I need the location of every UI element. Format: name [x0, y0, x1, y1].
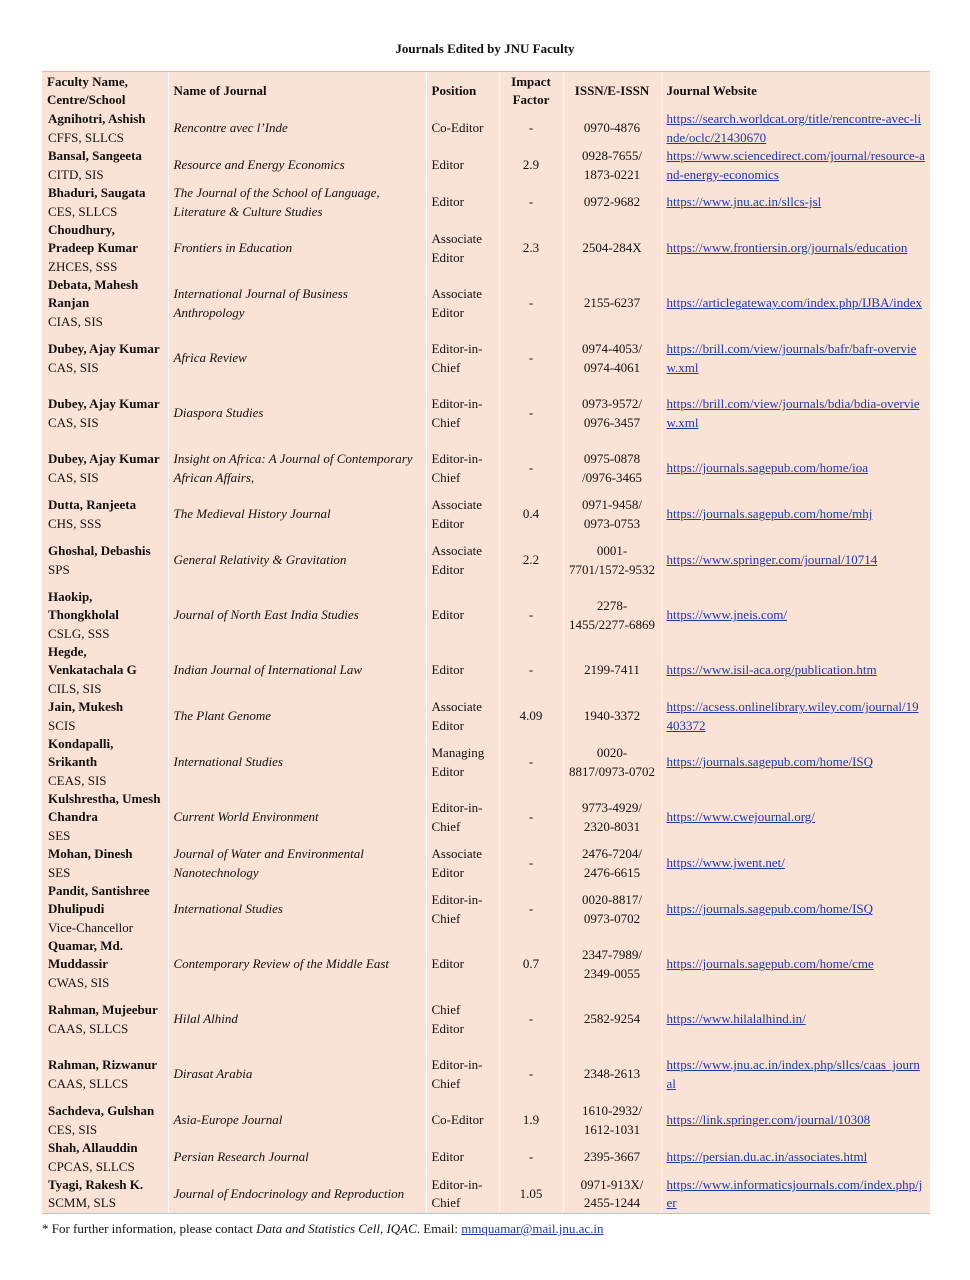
- faculty-cell: [42, 643, 168, 698]
- faculty-cell: [42, 1139, 168, 1176]
- journal-name: The Medieval History Journal: [168, 496, 426, 533]
- footnote-email-link[interactable]: mmquamar@mail.jnu.ac.in: [461, 1221, 604, 1236]
- journal-name: Africa Review: [168, 331, 426, 386]
- table-row: [42, 221, 930, 276]
- table-row: [42, 1176, 930, 1213]
- journal-name: Current World Environment: [168, 790, 426, 845]
- website-cell: [661, 992, 930, 1047]
- website-cell: [661, 1047, 930, 1102]
- faculty-cell: [42, 386, 168, 441]
- document-title: Journals Edited by JNU Faculty: [395, 41, 575, 56]
- impact-factor: 2.9: [499, 147, 563, 184]
- journal-website-link[interactable]: https://journals.sagepub.com/home/ISQ: [666, 901, 874, 917]
- journal-name: International Journal of Business Anthropology: [168, 276, 426, 331]
- position: Editor-in-Chief: [426, 331, 499, 386]
- footnote-cell: Data and Statistics Cell, IQAC: [256, 1221, 417, 1236]
- website-cell: [661, 588, 930, 643]
- journal-name: Journal of Endocrinology and Reproduction: [168, 1176, 426, 1213]
- faculty-name: Quamar, Md. Muddassir: [48, 938, 123, 972]
- faculty-name: Debata, Mahesh Ranjan: [48, 277, 139, 311]
- faculty-cell: [42, 1102, 168, 1139]
- website-cell: [661, 147, 930, 184]
- table-row: [42, 331, 930, 386]
- faculty-centre: CAS, SIS: [48, 414, 99, 430]
- position: Editor: [426, 184, 499, 221]
- faculty-name: Pandit, Santishree Dhulipudi: [48, 883, 150, 917]
- faculty-cell: [42, 184, 168, 221]
- faculty-centre: SES: [48, 864, 71, 880]
- website-cell: [661, 441, 930, 496]
- journals-table: [42, 71, 930, 1214]
- journal-website-link[interactable]: https://www.informaticsjournals.com/index.php/jer: [666, 1177, 923, 1211]
- table-row: [42, 184, 930, 221]
- faculty-name: Rahman, Rizwanur: [48, 1057, 158, 1073]
- website-cell: [661, 790, 930, 845]
- faculty-cell: [42, 147, 168, 184]
- table-row: [42, 147, 930, 184]
- journal-website-link[interactable]: https://brill.com/view/journals/bdia/bdia-overview.xml: [666, 396, 920, 430]
- faculty-centre: ZHCES, SSS: [48, 258, 118, 274]
- journal-website-link[interactable]: https://www.hilalalhind.in/: [666, 1011, 806, 1027]
- issn: 9773-4929/ 2320-8031: [563, 790, 661, 845]
- faculty-cell: [42, 331, 168, 386]
- position: Associate Editor: [426, 221, 499, 276]
- journal-name: Diaspora Studies: [168, 386, 426, 441]
- faculty-cell: [42, 735, 168, 790]
- faculty-name: Haokip, Thongkholal: [48, 589, 119, 623]
- journal-name: Journal of North East India Studies: [168, 588, 426, 643]
- journal-website-link[interactable]: https://articlegateway.com/index.php/IJBA/index: [666, 295, 922, 311]
- impact-factor: -: [499, 331, 563, 386]
- faculty-name: Dutta, Ranjeeta: [48, 497, 137, 513]
- journal-name: Resource and Energy Economics: [168, 147, 426, 184]
- issn: 1940-3372: [563, 698, 661, 735]
- header-impact: Impact Factor: [499, 72, 563, 111]
- issn: 0973-9572/ 0976-3457: [563, 386, 661, 441]
- website-cell: [661, 845, 930, 882]
- issn: 0974-4053/ 0974-4061: [563, 331, 661, 386]
- table-row: [42, 698, 930, 735]
- table-row: [42, 441, 930, 496]
- faculty-centre: CAAS, SLLCS: [48, 1020, 129, 1036]
- impact-factor: -: [499, 110, 563, 147]
- faculty-name: Ghoshal, Debashis: [48, 543, 151, 559]
- table-row: [42, 386, 930, 441]
- position: Associate Editor: [426, 496, 499, 533]
- impact-factor: -: [499, 735, 563, 790]
- faculty-name: Rahman, Mujeebur: [48, 1002, 158, 1018]
- impact-factor: -: [499, 1047, 563, 1102]
- impact-factor: -: [499, 882, 563, 937]
- faculty-name: Kondapalli, Srikanth: [48, 736, 114, 770]
- faculty-cell: [42, 1047, 168, 1102]
- journal-website-link[interactable]: https://search.worldcat.org/title/rencontre-avec-linde/oclc/21430670: [666, 111, 922, 145]
- issn: 2395-3667: [563, 1139, 661, 1176]
- position: Editor-in-Chief: [426, 1047, 499, 1102]
- position: Co-Editor: [426, 1102, 499, 1139]
- faculty-centre: CILS, SIS: [48, 680, 102, 696]
- table-row: [42, 937, 930, 992]
- faculty-centre: CAS, SIS: [48, 469, 99, 485]
- faculty-centre: CFFS, SLLCS: [48, 129, 124, 145]
- position: Associate Editor: [426, 845, 499, 882]
- journal-name: Asia-Europe Journal: [168, 1102, 426, 1139]
- impact-factor: -: [499, 643, 563, 698]
- issn: 0020-8817/ 0973-0702: [563, 882, 661, 937]
- faculty-name: Jain, Mukesh: [48, 699, 124, 715]
- issn: 0970-4876: [563, 110, 661, 147]
- website-cell: [661, 221, 930, 276]
- table-row: [42, 790, 930, 845]
- impact-factor: -: [499, 790, 563, 845]
- table-row: [42, 845, 930, 882]
- website-cell: [661, 386, 930, 441]
- faculty-name: Shah, Allauddin: [48, 1140, 138, 1156]
- footnote-email-label: . Email:: [416, 1221, 462, 1236]
- website-cell: [661, 276, 930, 331]
- faculty-centre: CSLG, SSS: [48, 625, 110, 641]
- journal-website-link[interactable]: https://www.springer.com/journal/10714: [666, 552, 878, 568]
- website-cell: [661, 331, 930, 386]
- faculty-cell: [42, 845, 168, 882]
- issn: 2582-9254: [563, 992, 661, 1047]
- issn: 0972-9682: [563, 184, 661, 221]
- faculty-centre: CAS, SIS: [48, 359, 99, 375]
- journal-name: Indian Journal of International Law: [168, 643, 426, 698]
- impact-factor: -: [499, 441, 563, 496]
- faculty-centre: SCIS: [48, 717, 76, 733]
- header-position: Position: [426, 72, 499, 111]
- position: Editor: [426, 1139, 499, 1176]
- journal-website-link[interactable]: https://www.jnu.ac.in/sllcs-jsl: [666, 194, 822, 210]
- journal-website-link[interactable]: https://journals.sagepub.com/home/cme: [666, 956, 874, 972]
- journal-name: The Journal of the School of Language, Literature & Culture Studies: [168, 184, 426, 221]
- table-row: [42, 533, 930, 588]
- website-cell: [661, 1176, 930, 1213]
- journal-website-link[interactable]: https://brill.com/view/journals/bafr/bafr-overview.xml: [666, 341, 917, 375]
- position: Editor: [426, 643, 499, 698]
- website-cell: [661, 1139, 930, 1176]
- header-issn: ISSN/E-ISSN: [563, 72, 661, 111]
- faculty-cell: [42, 221, 168, 276]
- journal-name: General Relativity & Gravitation: [168, 533, 426, 588]
- table-row: [42, 1102, 930, 1139]
- table-row: [42, 1047, 930, 1102]
- issn: 2278-1455/2277-6869: [563, 588, 661, 643]
- issn: 0971-9458/ 0973-0753: [563, 496, 661, 533]
- faculty-cell: [42, 533, 168, 588]
- faculty-cell: [42, 937, 168, 992]
- journal-website-link[interactable]: https://www.jnu.ac.in/index.php/sllcs/caas_journal: [666, 1057, 920, 1091]
- impact-factor: -: [499, 184, 563, 221]
- issn: 1610-2932/ 1612-1031: [563, 1102, 661, 1139]
- journal-website-link[interactable]: https://journals.sagepub.com/home/ISQ: [666, 754, 874, 770]
- faculty-name: Bhaduri, Saugata: [48, 185, 146, 201]
- table-row: [42, 588, 930, 643]
- impact-factor: 1.9: [499, 1102, 563, 1139]
- journal-name: Rencontre avec l’Inde: [168, 110, 426, 147]
- journal-name: Contemporary Review of the Middle East: [168, 937, 426, 992]
- faculty-cell: [42, 1176, 168, 1213]
- faculty-name: Tyagi, Rakesh K.: [48, 1177, 144, 1193]
- table-row: [42, 1139, 930, 1176]
- journal-name: Journal of Water and Environmental Nanotechnology: [168, 845, 426, 882]
- table-row: [42, 992, 930, 1047]
- issn: 2155-6237: [563, 276, 661, 331]
- position: Associate Editor: [426, 698, 499, 735]
- journal-name: International Studies: [168, 882, 426, 937]
- faculty-name: Dubey, Ajay Kumar: [48, 451, 160, 467]
- impact-factor: 2.3: [499, 221, 563, 276]
- journal-website-link[interactable]: https://www.isil-aca.org/publication.htm: [666, 662, 877, 678]
- journal-website-link[interactable]: https://persian.du.ac.in/associates.html: [666, 1149, 868, 1165]
- impact-factor: -: [499, 386, 563, 441]
- journal-website-link[interactable]: https://journals.sagepub.com/home/ioa: [666, 460, 868, 476]
- faculty-name: Mohan, Dinesh: [48, 846, 133, 862]
- website-cell: [661, 643, 930, 698]
- position: Managing Editor: [426, 735, 499, 790]
- issn: 0020-8817/0973-0702: [563, 735, 661, 790]
- faculty-cell: [42, 441, 168, 496]
- table-header-row: [42, 72, 930, 111]
- faculty-centre: CIAS, SIS: [48, 313, 103, 329]
- faculty-name: Dubey, Ajay Kumar: [48, 396, 160, 412]
- website-cell: [661, 937, 930, 992]
- issn: 2347-7989/ 2349-0055: [563, 937, 661, 992]
- journal-website-link[interactable]: https://acsess.onlinelibrary.wiley.com/journal/19403372: [666, 699, 919, 733]
- table-row: [42, 735, 930, 790]
- faculty-centre: CITD, SIS: [48, 166, 104, 182]
- journal-name: Hilal Alhind: [168, 992, 426, 1047]
- journal-name: Frontiers in Education: [168, 221, 426, 276]
- table-row: [42, 882, 930, 937]
- table-row: [42, 643, 930, 698]
- journal-name: International Studies: [168, 735, 426, 790]
- impact-factor: 0.4: [499, 496, 563, 533]
- journal-website-link[interactable]: https://journals.sagepub.com/home/mhj: [666, 506, 873, 522]
- issn: 2348-2613: [563, 1047, 661, 1102]
- footnote-text: * For further information, please contact: [42, 1221, 257, 1236]
- position: Editor-in-Chief: [426, 441, 499, 496]
- faculty-centre: SCMM, SLS: [48, 1195, 116, 1211]
- impact-factor: 0.7: [499, 937, 563, 992]
- website-cell: [661, 698, 930, 735]
- website-cell: [661, 735, 930, 790]
- table-row: [42, 276, 930, 331]
- impact-factor: 2.2: [499, 533, 563, 588]
- impact-factor: -: [499, 276, 563, 331]
- impact-factor: -: [499, 1139, 563, 1176]
- faculty-cell: [42, 276, 168, 331]
- issn: 2476-7204/ 2476-6615: [563, 845, 661, 882]
- position: Editor-in-Chief: [426, 790, 499, 845]
- website-cell: [661, 882, 930, 937]
- faculty-name: Agnihotri, Ashish: [48, 111, 146, 127]
- position: Editor: [426, 588, 499, 643]
- journal-name: Persian Research Journal: [168, 1139, 426, 1176]
- journal-website-link[interactable]: https://link.springer.com/journal/10308: [666, 1112, 871, 1128]
- journal-name: The Plant Genome: [168, 698, 426, 735]
- faculty-cell: [42, 698, 168, 735]
- position: Editor-in-Chief: [426, 882, 499, 937]
- impact-factor: 1.05: [499, 1176, 563, 1213]
- website-cell: [661, 110, 930, 147]
- impact-factor: -: [499, 845, 563, 882]
- position: Associate Editor: [426, 533, 499, 588]
- faculty-cell: [42, 790, 168, 845]
- faculty-name: Kulshrestha, Umesh Chandra: [48, 791, 161, 825]
- faculty-cell: [42, 110, 168, 147]
- faculty-centre: CES, SLLCS: [48, 203, 118, 219]
- footnote: [42, 1221, 604, 1237]
- position: Editor-in-Chief: [426, 1176, 499, 1213]
- header-journal: Name of Journal: [168, 72, 426, 111]
- position: Co-Editor: [426, 110, 499, 147]
- faculty-name: Bansal, Sangeeta: [48, 148, 142, 164]
- faculty-cell: [42, 992, 168, 1047]
- position: Editor: [426, 147, 499, 184]
- position: Associate Editor: [426, 276, 499, 331]
- header-faculty: Faculty Name, Centre/School: [42, 72, 168, 111]
- website-cell: [661, 496, 930, 533]
- website-cell: [661, 533, 930, 588]
- impact-factor: -: [499, 992, 563, 1047]
- table-row: [42, 496, 930, 533]
- journal-website-link[interactable]: https://www.jwent.net/: [666, 855, 785, 871]
- issn: 2199-7411: [563, 643, 661, 698]
- issn: 0001-7701/1572-9532: [563, 533, 661, 588]
- faculty-cell: [42, 882, 168, 937]
- table-row: [42, 110, 930, 147]
- journal-website-link[interactable]: https://www.cwejournal.org/: [666, 809, 815, 825]
- faculty-centre: CEAS, SIS: [48, 772, 107, 788]
- issn: 2504-284X: [563, 221, 661, 276]
- faculty-centre: CAAS, SLLCS: [48, 1075, 129, 1091]
- position: Chief Editor: [426, 992, 499, 1047]
- faculty-name: Sachdeva, Gulshan: [48, 1103, 155, 1119]
- faculty-centre: CHS, SSS: [48, 515, 102, 531]
- website-cell: [661, 1102, 930, 1139]
- faculty-centre: CWAS, SIS: [48, 974, 110, 990]
- faculty-name: Hegde, Venkatachala G: [48, 644, 137, 678]
- journal-name: Insight on Africa: A Journal of Contemporary African Affairs,: [168, 441, 426, 496]
- faculty-centre: SES: [48, 827, 71, 843]
- faculty-centre: Vice-Chancellor: [48, 919, 134, 935]
- journal-website-link[interactable]: https://www.jneis.com/: [666, 607, 787, 623]
- faculty-cell: [42, 588, 168, 643]
- header-website: Journal Website: [661, 72, 930, 111]
- journal-website-link[interactable]: https://www.frontiersin.org/journals/education: [666, 240, 908, 256]
- position: Editor: [426, 937, 499, 992]
- faculty-centre: CES, SIS: [48, 1121, 98, 1137]
- issn: 0928-7655/ 1873-0221: [563, 147, 661, 184]
- faculty-cell: [42, 496, 168, 533]
- faculty-name: Dubey, Ajay Kumar: [48, 341, 160, 357]
- journal-name: Dirasat Arabia: [168, 1047, 426, 1102]
- journal-website-link[interactable]: https://www.sciencedirect.com/journal/resource-and-energy-economics: [666, 148, 925, 182]
- position: Editor-in-Chief: [426, 386, 499, 441]
- issn: 0975-0878 /0976-3465: [563, 441, 661, 496]
- impact-factor: -: [499, 588, 563, 643]
- faculty-centre: SPS: [48, 561, 70, 577]
- faculty-centre: CPCAS, SLLCS: [48, 1158, 135, 1174]
- website-cell: [661, 184, 930, 221]
- faculty-name: Choudhury, Pradeep Kumar: [48, 222, 138, 256]
- impact-factor: 4.09: [499, 698, 563, 735]
- issn: 0971-913X/ 2455-1244: [563, 1176, 661, 1213]
